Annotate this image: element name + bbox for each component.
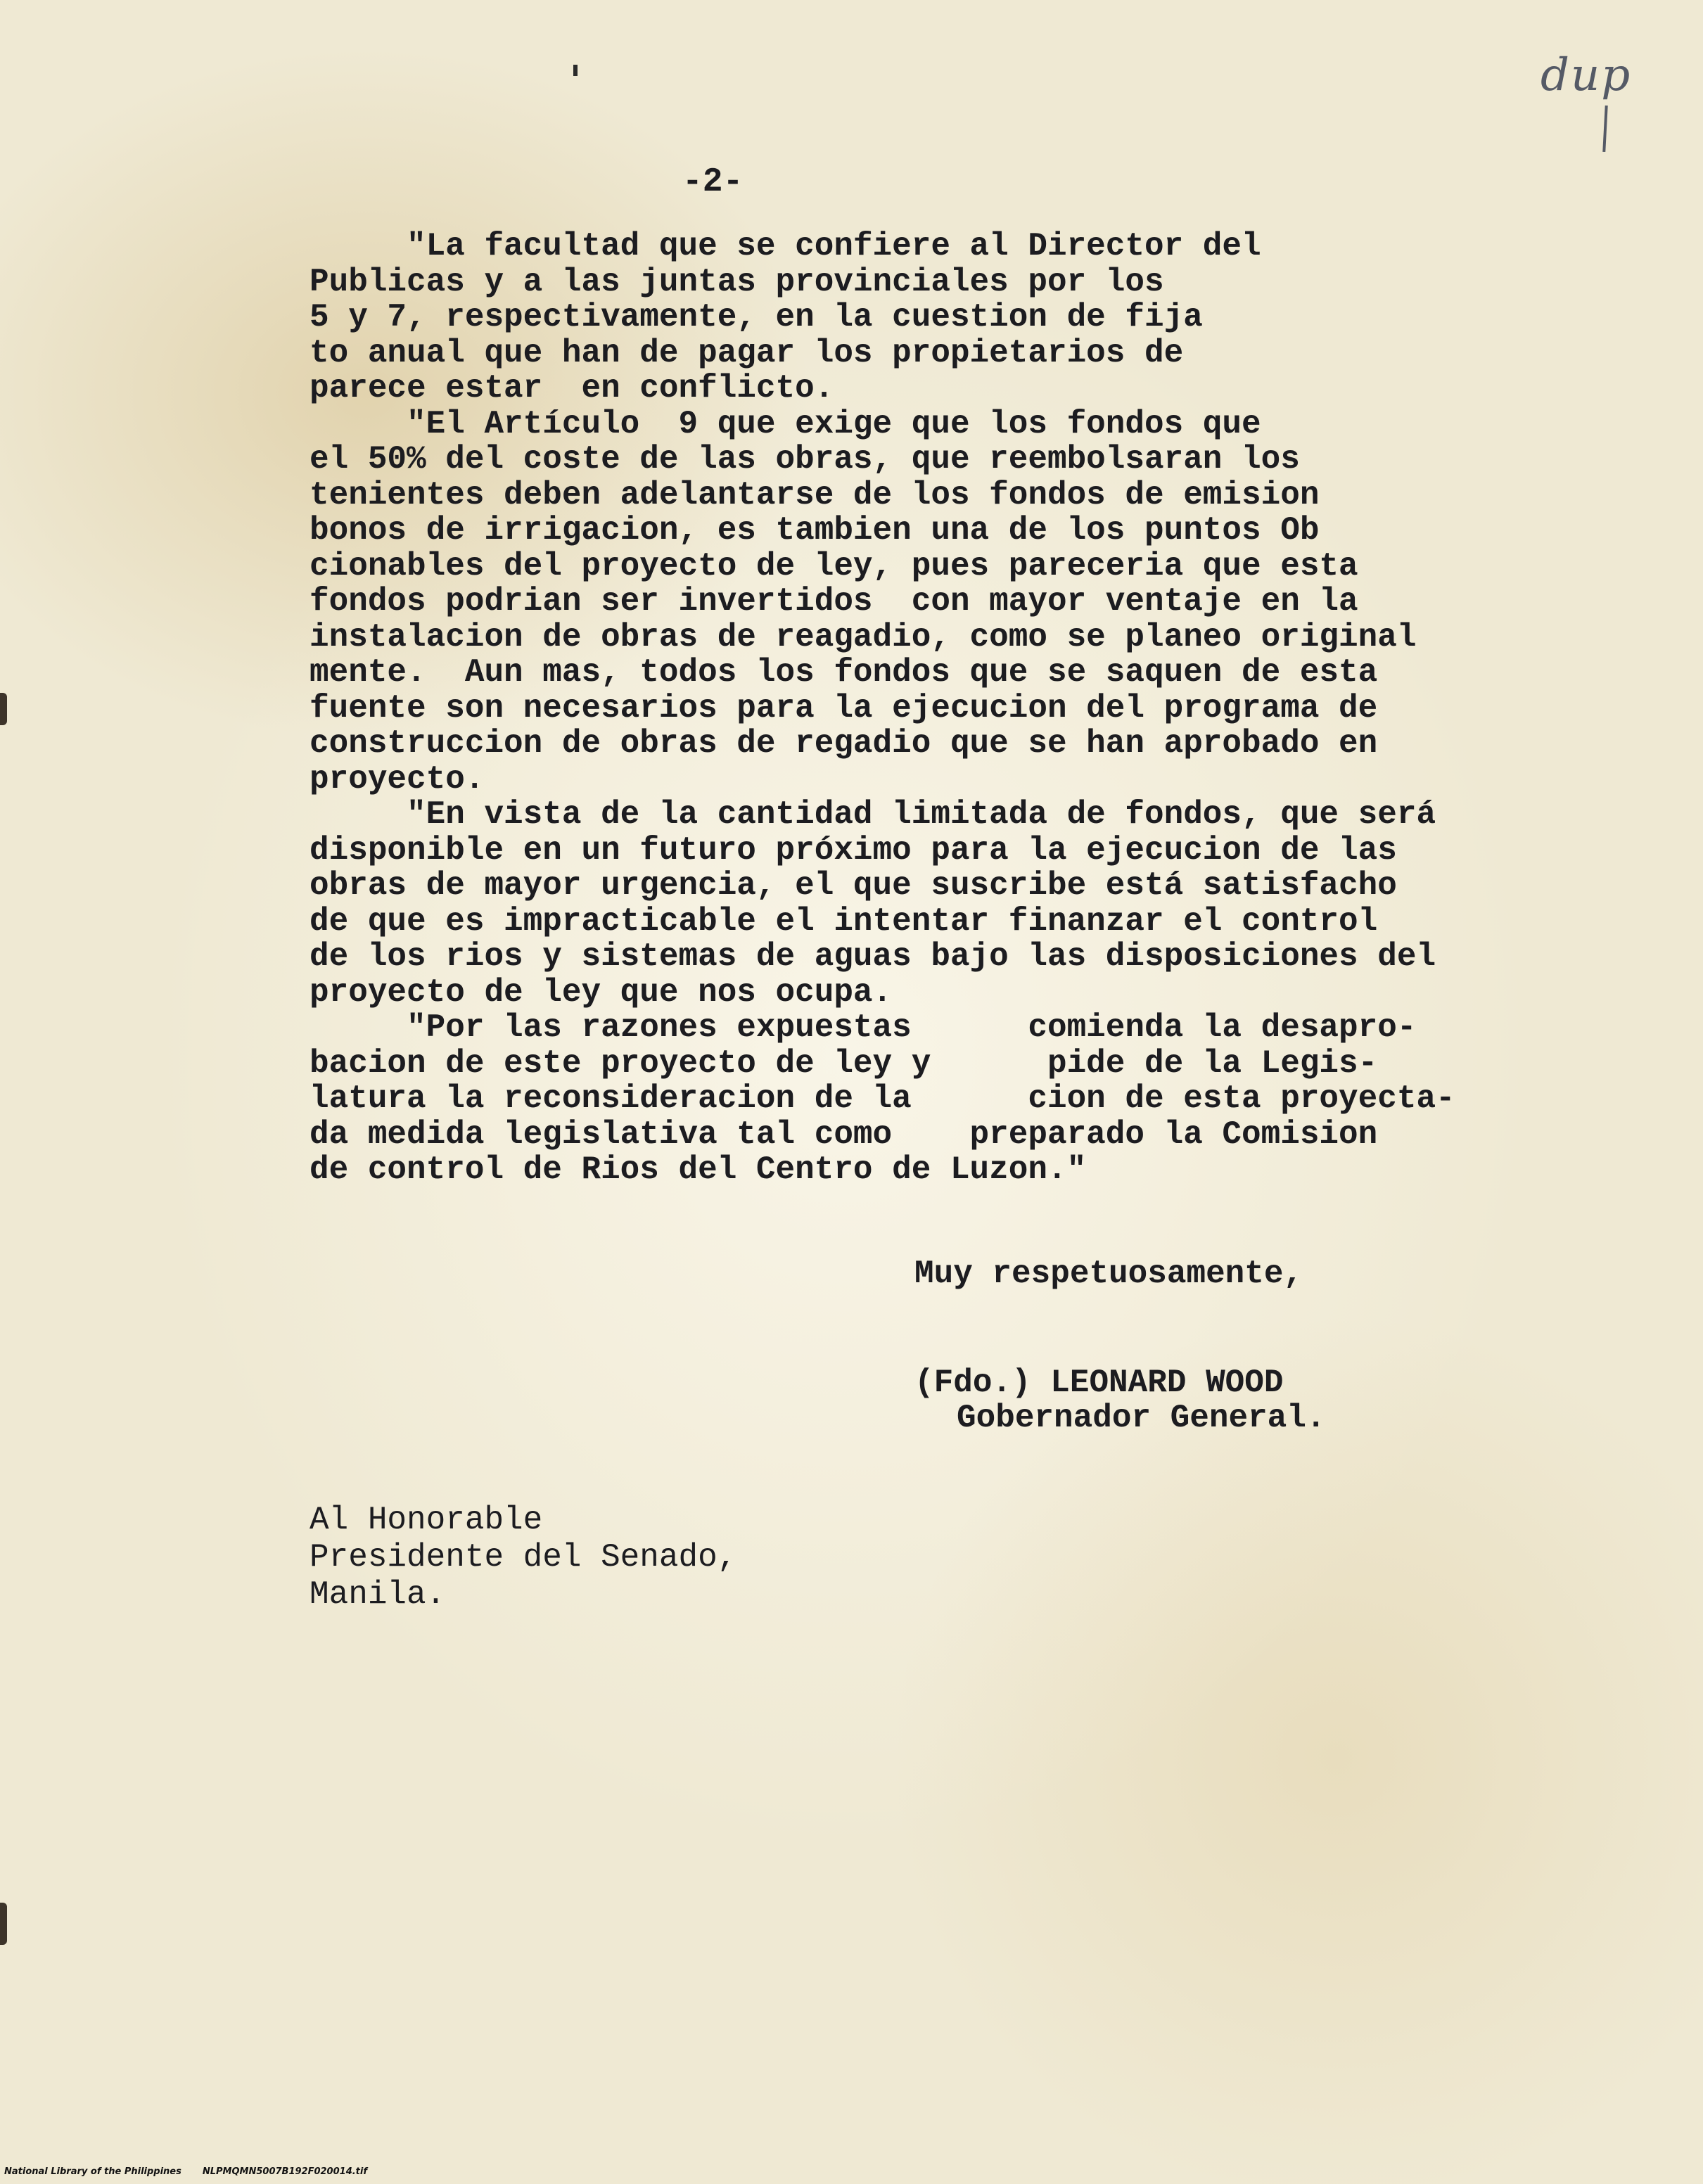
page-edge-mark [0,693,7,725]
body-line: proyecto. [310,760,485,798]
address-line: Al Honorable [310,1502,543,1538]
page-edge-mark [0,1903,7,1945]
body-line: disponible en un futuro próximo para la ejecucion de las [310,831,1397,869]
body-line: fondos podrian ser invertidos con mayor ventaje en la [310,583,1358,620]
recipient-address [310,1502,736,1614]
footer-filename: NLPMQMN5007B192F020014.tif [202,2166,367,2177]
footer-library: National Library of the Philippines [4,2166,181,2177]
body-line: parece estar en conflicto. [310,370,834,407]
body-line: obras de mayor urgencia, el que suscribe está satisfacho [310,867,1397,904]
body-line: construccion de obras de regadio que se han aprobado en [310,725,1378,762]
body-line: bacion de este proyecto de ley y pide de la Legis- [310,1045,1378,1082]
body-line: cionables del proyecto de ley, pues pareceria que esta [310,547,1358,585]
body-line: tenientes deben adelantarse de los fondos de emision [310,476,1320,513]
body-line: de control de Rios del Centro de Luzon." [310,1151,1087,1188]
body-line: bonos de irrigacion, es tambien una de los puntos Ob [310,512,1320,549]
body-line: "Por las razones expuestas comienda la desapro- [310,1009,1417,1046]
annotation-stroke [1602,106,1607,152]
body-line: "En vista de la cantidad limitada de fondos, que será [310,796,1436,833]
address-line: Manila. [310,1576,446,1613]
body-line: proyecto de ley que nos ocupa. [310,973,893,1011]
body-line: latura la reconsideracion de la cion de esta proyecta- [310,1080,1455,1117]
closing-salutation: Muy respetuosamente, [914,1256,1303,1292]
archive-footer [4,2166,367,2177]
body-line: de que es impracticable el intentar finanzar el control [310,902,1378,940]
signature-name: (Fdo.) LEONARD WOOD [914,1365,1284,1401]
body-line: mente. Aun mas, todos los fondos que se saquen de esta [310,654,1378,691]
body-line: "La facultad que se confiere al Director del [310,228,1261,264]
body-line: fuente son necesarios para la ejecucion del programa de [310,689,1378,727]
body-line: to anual que han de pagar los propietarios de [310,334,1184,371]
letter-body [310,229,1646,1188]
body-line: Publicas y a las juntas provinciales por los [310,263,1164,300]
signature-title: Gobernador General. [957,1400,1326,1436]
handwritten-annotation: dup [1541,49,1632,101]
body-line: "El Artículo 9 que exige que los fondos que [310,405,1261,442]
body-line: instalacion de obras de reagadio, como se planeo original [310,618,1417,656]
punch-mark [573,65,578,76]
body-line: de los rios y sistemas de aguas bajo las disposiciones del [310,938,1436,975]
body-line: da medida legislativa tal como preparado la Comision [310,1116,1378,1153]
body-line: 5 y 7, respectivamente, en la cuestion de fija [310,299,1203,336]
body-line: el 50% del coste de las obras, que reembolsaran los [310,441,1300,478]
address-line: Presidente del Senado, [310,1539,737,1576]
page-number: -2- [682,163,744,201]
